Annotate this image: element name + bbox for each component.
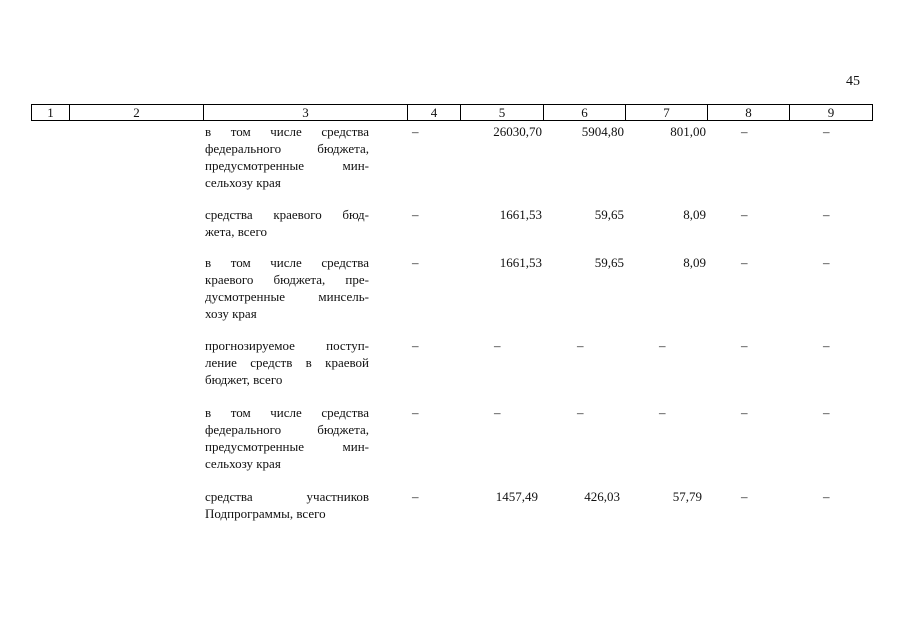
cell-col8: – [741, 255, 748, 270]
description-line: ление средств в краевой [205, 355, 369, 370]
header-cell-2: 2 [70, 105, 204, 120]
row-description [205, 123, 369, 191]
description-line: в том числе средства [205, 124, 369, 139]
description-line: дусмотренные минсель- [205, 289, 369, 304]
cell-col9: – [823, 207, 830, 222]
description-line: хозу края [205, 306, 257, 321]
description-line: федерального бюджета, [205, 422, 369, 437]
header-cell-8: 8 [708, 105, 790, 120]
row-description [205, 404, 369, 472]
cell-col4: – [412, 338, 419, 353]
description-line: сельхозу края [205, 175, 281, 190]
cell-col4: – [412, 124, 419, 139]
header-cell-3: 3 [204, 105, 408, 120]
description-line: бюджет, всего [205, 372, 283, 387]
description-line: краевого бюджета, пре- [205, 272, 369, 287]
cell-col4: – [412, 255, 419, 270]
description-line: средства участников [205, 489, 369, 504]
row-description [205, 337, 369, 388]
cell-col7: – [659, 338, 666, 353]
cell-col7: 8,09 [683, 207, 706, 222]
cell-col8: – [741, 405, 748, 420]
description-line: Подпрограммы, всего [205, 506, 326, 521]
cell-col8: – [741, 207, 748, 222]
header-cell-7: 7 [626, 105, 708, 120]
cell-col5: 1661,53 [499, 255, 542, 270]
cell-col9: – [823, 255, 830, 270]
description-line: предусмотренные мин- [205, 158, 369, 173]
cell-col8: – [741, 124, 748, 139]
table-header-row [31, 104, 873, 121]
cell-col9: – [823, 338, 830, 353]
row-description [205, 488, 369, 522]
description-line: в том числе средства [205, 255, 369, 270]
row-description [205, 206, 369, 240]
header-cell-6: 6 [544, 105, 626, 120]
cell-col6: – [577, 405, 584, 420]
description-line: предусмотренные мин- [205, 439, 369, 454]
cell-col6: 59,65 [594, 255, 624, 270]
cell-col4: – [412, 405, 419, 420]
header-cell-1: 1 [32, 105, 70, 120]
header-cell-5: 5 [461, 105, 544, 120]
cell-col5: 1457,49 [495, 489, 538, 504]
description-line: сельхозу края [205, 456, 281, 471]
cell-col9: – [823, 405, 830, 420]
description-line: прогнозируемое поступ- [205, 338, 369, 353]
page-number: 45 [846, 74, 860, 89]
header-cell-9: 9 [827, 105, 835, 120]
cell-col7: 801,00 [670, 124, 706, 139]
cell-col5: 26030,70 [493, 124, 542, 139]
description-line: федерального бюджета, [205, 141, 369, 156]
header-cell-4: 4 [408, 105, 461, 120]
cell-col5: 1661,53 [499, 207, 542, 222]
description-line: в том числе средства [205, 405, 369, 420]
cell-col5: – [494, 405, 501, 420]
cell-col5: – [494, 338, 501, 353]
cell-col4: – [412, 489, 419, 504]
cell-col6: 59,65 [594, 207, 624, 222]
row-description [205, 254, 369, 322]
cell-col6: – [577, 338, 584, 353]
description-line: средства краевого бюд- [205, 207, 369, 222]
cell-col6: 426,03 [584, 489, 620, 504]
cell-col7: – [659, 405, 666, 420]
cell-col9: – [823, 489, 830, 504]
cell-col6: 5904,80 [581, 124, 624, 139]
cell-col8: – [741, 489, 748, 504]
cell-col7: 57,79 [672, 489, 702, 504]
description-line: жета, всего [205, 224, 267, 239]
cell-col9: – [823, 124, 830, 139]
cell-col8: – [741, 338, 748, 353]
cell-col7: 8,09 [683, 255, 706, 270]
cell-col4: – [412, 207, 419, 222]
